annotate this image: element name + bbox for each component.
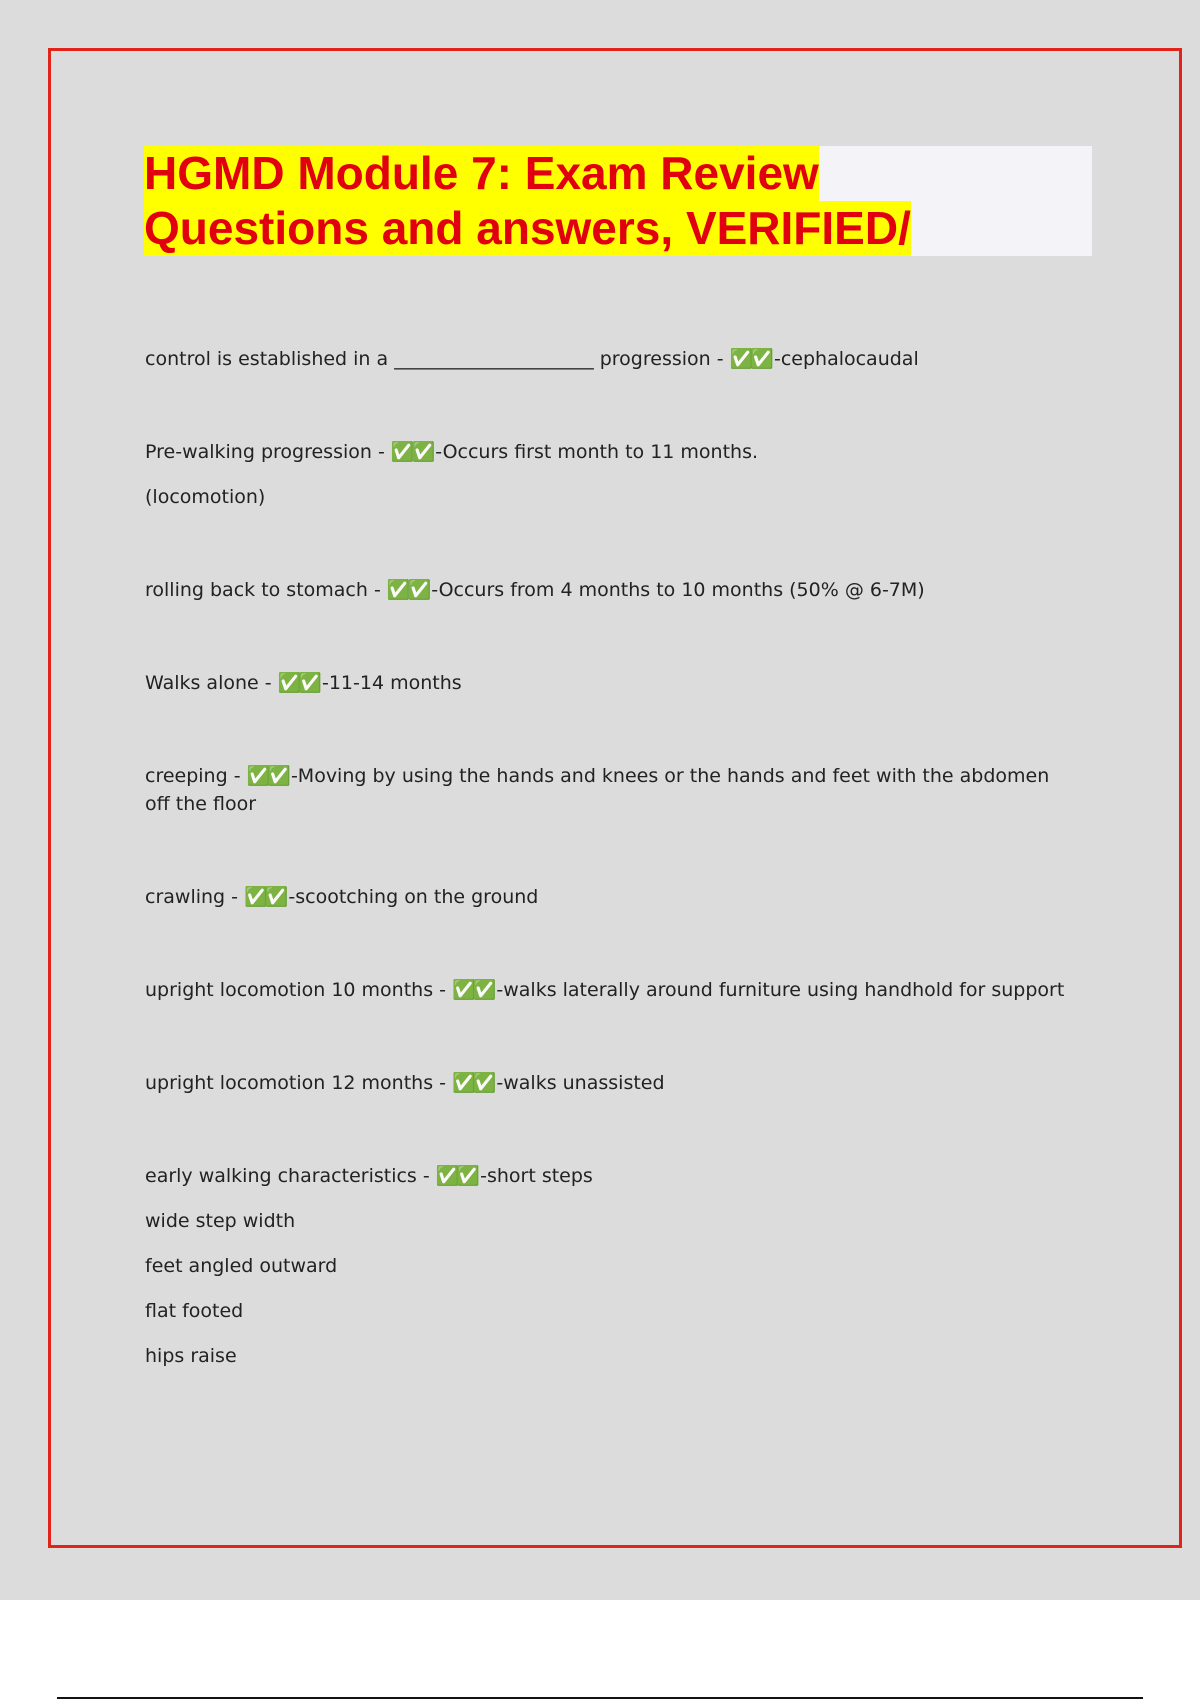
double-check-icon: ✅✅ (277, 672, 319, 694)
double-check-icon: ✅✅ (244, 886, 286, 908)
qa-entry (145, 1069, 1075, 1097)
qa-entry (145, 1162, 1075, 1370)
qa-line: upright locomotion 10 months - ✅✅ -walks laterally around furniture using handhold for support (145, 979, 1065, 1001)
question-text: Walks alone (145, 672, 259, 694)
question-text: early walking characteristics (145, 1165, 417, 1187)
double-check-icon: ✅✅ (452, 1072, 494, 1094)
question-text: upright locomotion 10 months (145, 979, 434, 1001)
answer-text: Occurs from 4 months to 10 months (50% @ 6-7M) (438, 579, 925, 601)
double-check-icon: ✅✅ (452, 979, 494, 1001)
answer-continuation-line: wide step width (145, 1210, 296, 1232)
double-check-icon: ✅✅ (390, 441, 433, 463)
double-check-icon: ✅✅ (246, 765, 288, 787)
answer-continuation-line: (locomotion) (145, 486, 266, 508)
question-answer-list (145, 345, 1075, 1435)
qa-line: upright locomotion 12 months - ✅✅ -walks unassisted (145, 1072, 665, 1094)
qa-entry (145, 883, 1075, 911)
double-check-icon: ✅✅ (729, 348, 771, 370)
qa-line: Walks alone - ✅✅ -11-14 months (145, 672, 462, 694)
qa-line: crawling - ✅✅ -scootching on the ground (145, 886, 539, 908)
question-text: creeping (145, 765, 228, 787)
answer-continuation-line: feet angled outward (145, 1255, 338, 1277)
answer-text: walks laterally around furniture using handhold for support (503, 979, 1065, 1001)
answer-text: walks unassisted (503, 1072, 665, 1094)
question-text: upright locomotion 12 months (145, 1072, 434, 1094)
answer-text: Occurs first month to 11 months. (442, 441, 759, 463)
qa-line: creeping - ✅✅ -Moving by using the hands and knees or the hands and feet with the abdomen off the floor (145, 765, 1050, 815)
double-check-icon: ✅✅ (435, 1165, 478, 1187)
question-text: control is established in a _____________________ progression (145, 348, 711, 370)
qa-entry (145, 976, 1075, 1004)
qa-line: rolling back to stomach - ✅✅ -Occurs from 4 months to 10 months (50% @ 6-7M) (145, 579, 925, 601)
question-text: Pre-walking progression (145, 441, 372, 463)
answer-continuation-line: hips raise (145, 1345, 237, 1367)
double-check-icon: ✅✅ (386, 579, 429, 601)
qa-line: early walking characteristics - ✅✅ -short steps (145, 1165, 593, 1187)
qa-entry (145, 669, 1075, 697)
answer-continuation-line: flat footed (145, 1300, 244, 1322)
question-text: crawling (145, 886, 226, 908)
qa-entry (145, 345, 1075, 373)
answer-text: 11-14 months (328, 672, 462, 694)
qa-line: control is established in a _____________________ progression - ✅✅ -cephalocaudal (145, 348, 919, 370)
answer-text: cephalocaudal (780, 348, 919, 370)
answer-text: short steps (486, 1165, 593, 1187)
document-title-line-2: Questions and answers, VERIFIED/ (144, 202, 911, 254)
answer-text: Moving by using the hands and knees or the hands and feet with the abdomen off the floor (145, 765, 1050, 815)
footer-divider (57, 1697, 1143, 1699)
qa-entry (145, 576, 1075, 604)
qa-entry (145, 762, 1075, 818)
document-title-line-1: HGMD Module 7: Exam Review (144, 147, 819, 199)
answer-text: scootching on the ground (295, 886, 539, 908)
question-text: rolling back to stomach (145, 579, 368, 601)
qa-line: Pre-walking progression - ✅✅ -Occurs first month to 11 months. (145, 441, 759, 463)
qa-entry (145, 438, 1075, 511)
